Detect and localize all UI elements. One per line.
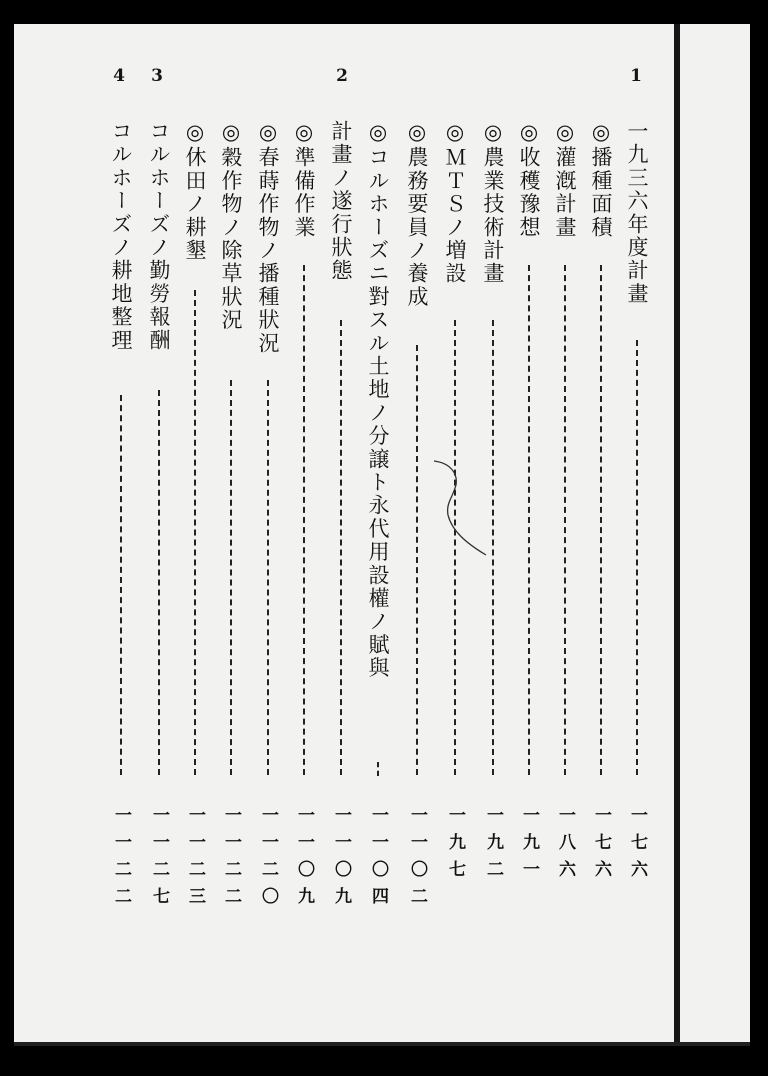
dot-leader <box>377 762 382 776</box>
pencil-mark <box>430 455 500 565</box>
toc-page-number: 一九七 <box>445 806 465 887</box>
dot-leader <box>120 395 125 775</box>
toc-page-number: 一一〇四 <box>368 806 388 914</box>
toc-page-number: 一七六 <box>591 806 611 887</box>
toc-page-number: 一一〇九 <box>331 806 351 914</box>
page-bottom-edge <box>14 1042 750 1046</box>
toc-page-number: 一一二七 <box>149 806 169 914</box>
dot-leader <box>528 265 533 775</box>
dot-leader <box>340 320 345 775</box>
toc-entry-title: ◎休田ノ耕墾 <box>183 120 207 263</box>
dot-leader <box>158 390 163 775</box>
toc-entry-title: ◎春蒔作物ノ播種狀況 <box>256 120 280 355</box>
dot-leader <box>636 340 641 775</box>
dot-leader <box>230 380 235 775</box>
toc-page-number: 一一二〇 <box>258 806 278 914</box>
toc-page-number: 一九二 <box>483 806 503 887</box>
dot-leader <box>267 380 272 775</box>
toc-entry-title: 一九三六年度計畫 <box>625 120 649 306</box>
toc-entry-title: ◎農業技術計畫 <box>481 120 505 286</box>
column-marker: 4 <box>113 66 125 86</box>
toc-page-number: 一九一 <box>519 806 539 887</box>
toc-page-number: 一一二二 <box>111 806 131 914</box>
toc-page-number: 一七六 <box>627 806 647 887</box>
toc-entry-title: ◎農務要員ノ養成 <box>405 120 429 309</box>
column-marker: 3 <box>151 66 163 86</box>
dot-leader <box>303 265 308 775</box>
toc-entry-title: ◎播種面積 <box>589 120 613 239</box>
column-marker: 2 <box>336 66 348 86</box>
toc-entry-title: ◎灌漑計畫 <box>553 120 577 239</box>
toc-page-number: 一一二二 <box>221 806 241 914</box>
column-marker: 1 <box>630 66 642 86</box>
dot-leader <box>600 265 605 775</box>
toc-page-number: 一八六 <box>555 806 575 887</box>
toc-page-number: 一一〇二 <box>407 806 427 914</box>
toc-entry-title: コルホーズノ勤勞報酬 <box>147 120 171 352</box>
toc-page-number: 一一〇九 <box>294 806 314 914</box>
toc-entry-title: ◎準備作業 <box>292 120 316 239</box>
facing-page-edge <box>680 24 750 1042</box>
toc-entry-title: ◎穀作物ノ除草狀況 <box>219 120 243 332</box>
toc-entry-title: ◎ＭＴＳノ増設 <box>443 120 467 286</box>
toc-entry-title: コルホーズノ耕地整理 <box>109 120 133 352</box>
dot-leader <box>416 345 421 775</box>
dot-leader <box>564 265 569 775</box>
dot-leader <box>194 290 199 775</box>
toc-page-number: 一一二三 <box>185 806 205 914</box>
toc-entry-title: ◎收穫豫想 <box>517 120 541 239</box>
toc-entry-title: ◎コルホーズニ對スル土地ノ分譲ト永代用設權ノ賦與 <box>366 120 390 680</box>
toc-entry-title: 計畫ノ遂行狀態 <box>329 120 353 283</box>
